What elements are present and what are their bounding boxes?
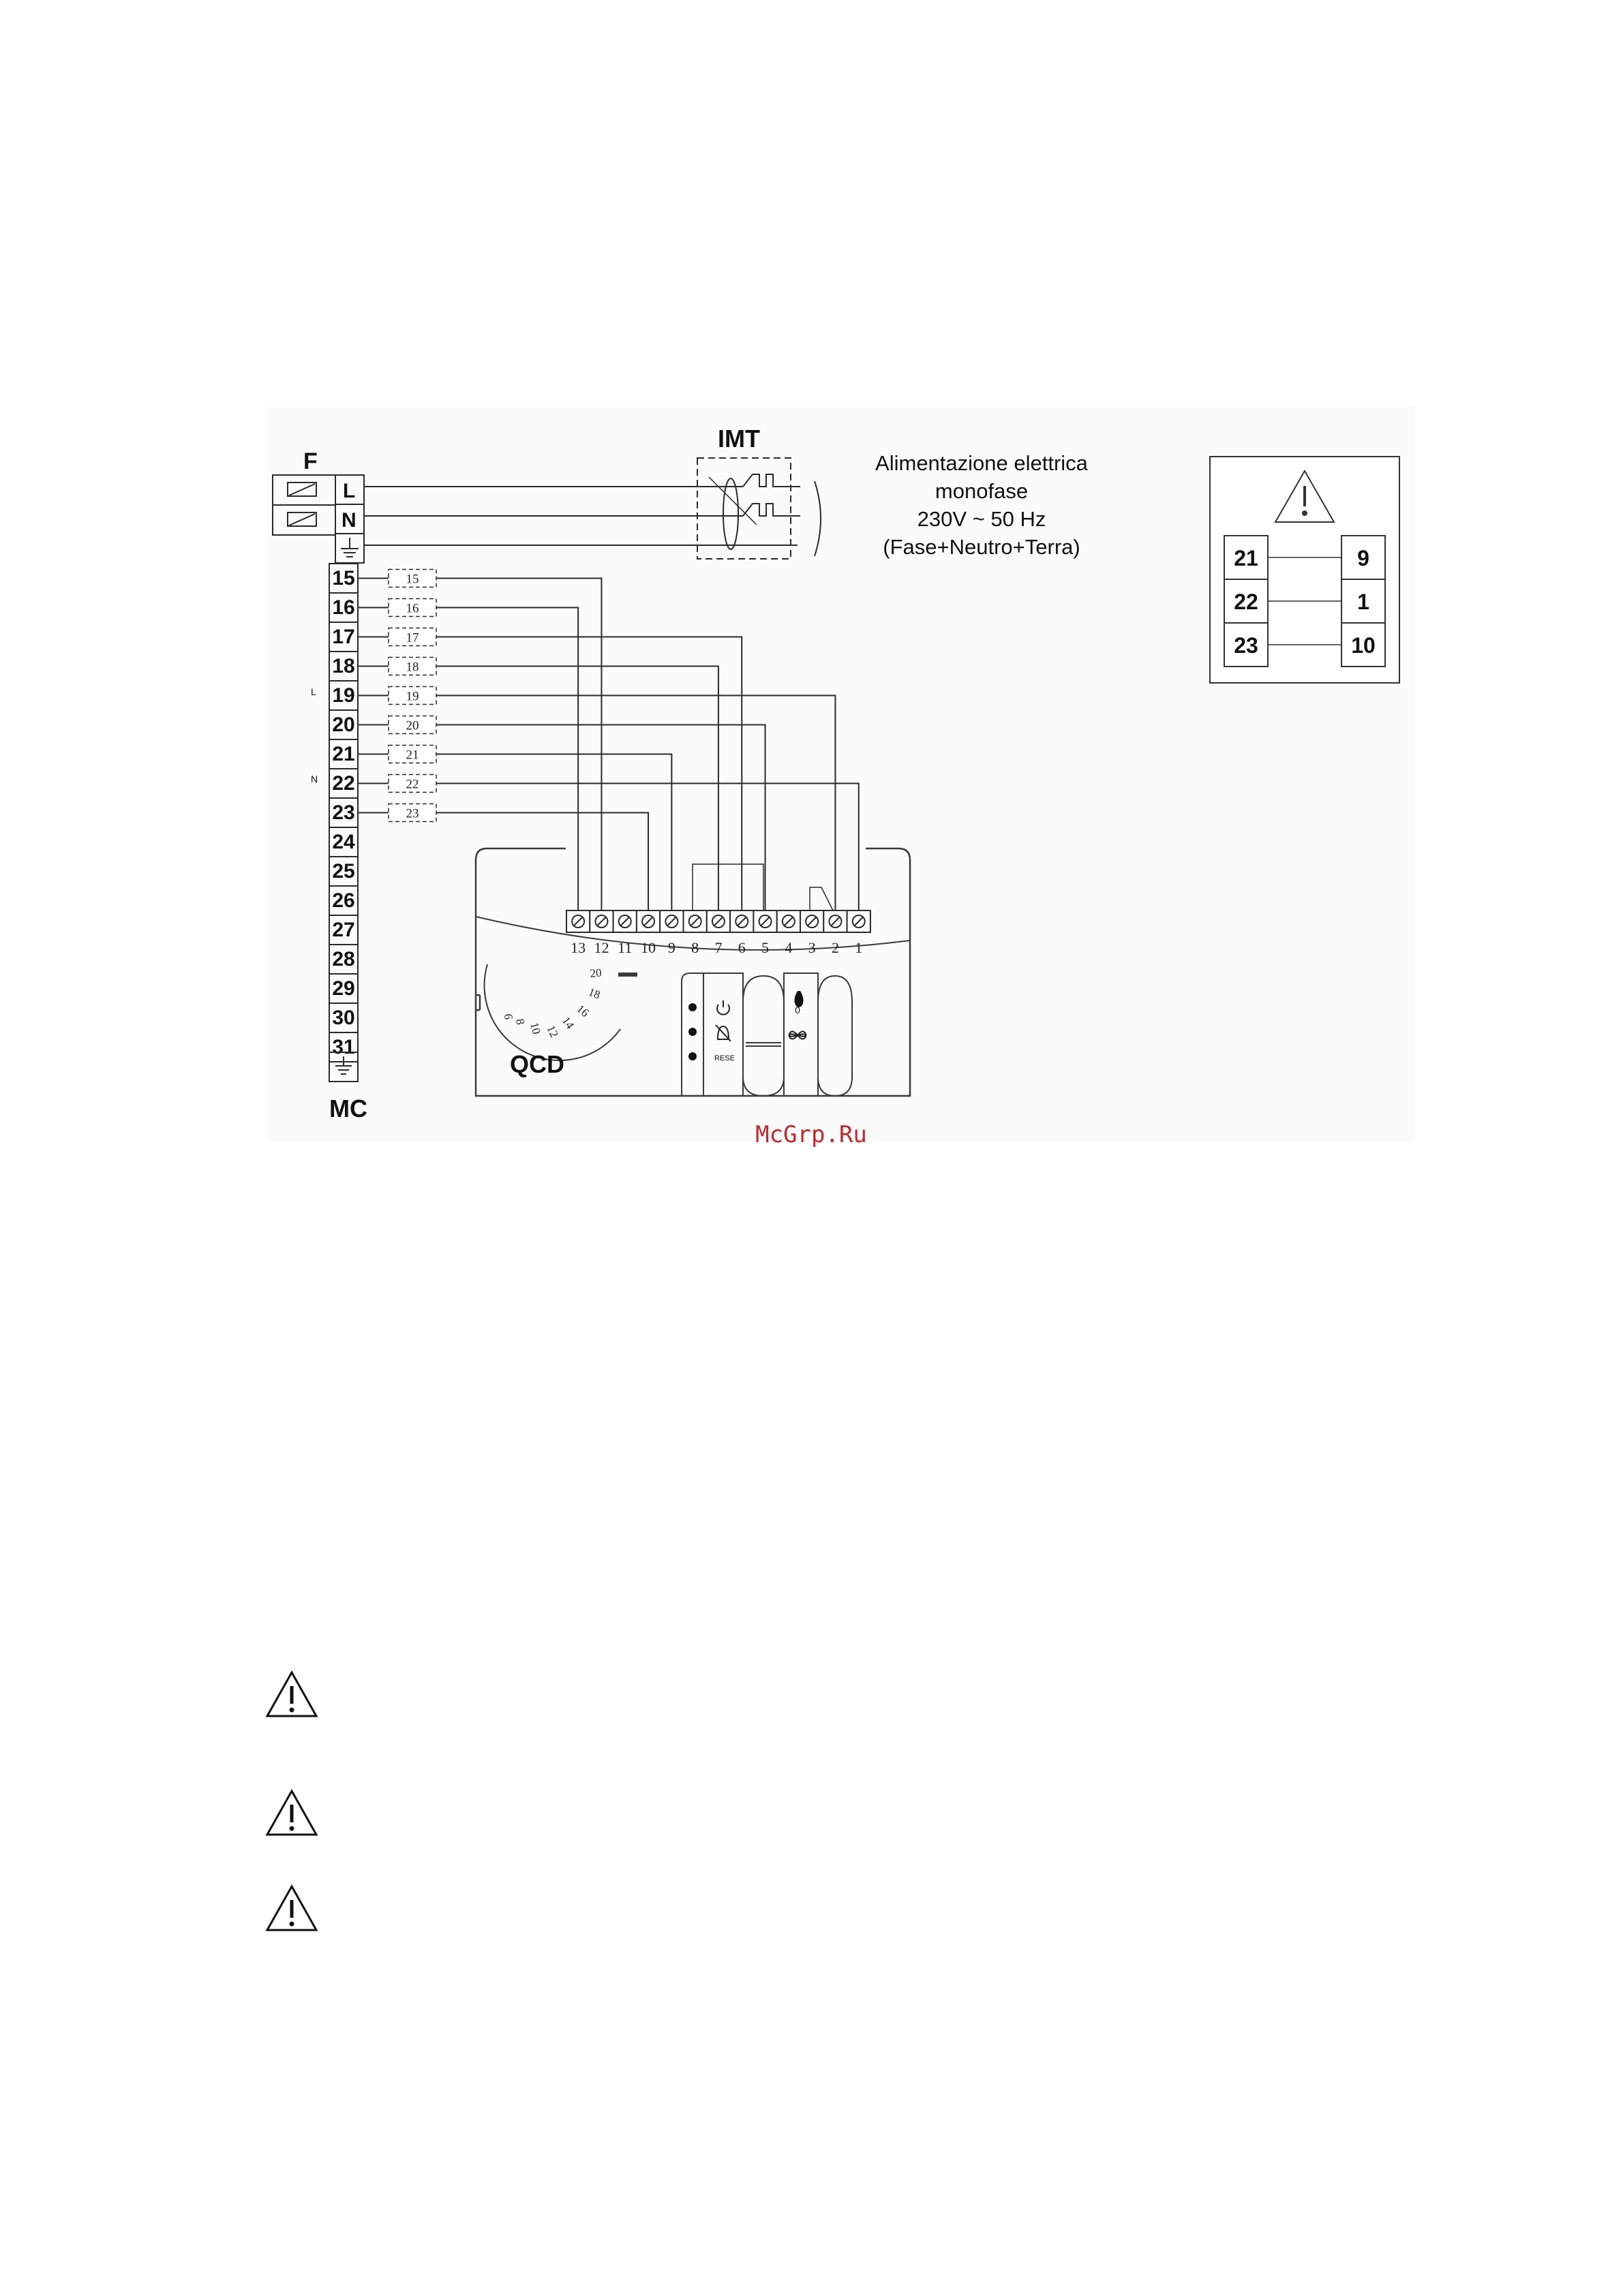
qcd-terminal-label: 1 (855, 939, 863, 956)
svg-text:8: 8 (513, 1017, 528, 1026)
wire-label: 19 (406, 689, 419, 704)
fan-icon (789, 1031, 806, 1039)
qcd-terminal-label: 2 (831, 939, 839, 956)
wire-22-to-1 (436, 784, 859, 911)
alarm-bell-icon (716, 1025, 731, 1041)
reset-label: RESE (714, 1054, 735, 1062)
qcd-terminal-strip (566, 910, 870, 956)
qcd-terminal-label: 8 (691, 939, 699, 956)
mark-l-19: L (311, 686, 316, 697)
svg-text:20: 20 (589, 966, 603, 980)
wire-19-to-2 (436, 696, 835, 911)
led-reset (688, 1052, 697, 1060)
terminal-n-label: N (342, 509, 357, 532)
jumper-table (1210, 457, 1399, 683)
terminal-l-label: L (343, 480, 356, 502)
supply-lines (364, 487, 798, 545)
warning-triangle-icon (264, 1884, 319, 1933)
wire-23-to-10 (436, 813, 648, 911)
mc-terminal-label: 17 (332, 626, 355, 648)
qcd-front-controls (682, 973, 852, 1096)
mc-terminal-label: 25 (332, 860, 355, 883)
switch-position-label: 0 (795, 1005, 800, 1015)
wire-21-to-9 (436, 754, 671, 911)
earth-icon (341, 538, 359, 557)
imt-label: IMT (718, 425, 760, 453)
wire-label: 18 (406, 660, 419, 675)
mc-terminal-label: 22 (332, 772, 355, 795)
svg-text:230V ~ 50 Hz: 230V ~ 50 Hz (917, 507, 1046, 531)
mc-terminal-label: 26 (332, 889, 355, 912)
jumper-to-1: 1 (1357, 590, 1369, 614)
qcd-terminal-label: 10 (641, 939, 656, 956)
wire-20-to-5 (436, 725, 765, 911)
wire-18-to-7 (436, 667, 718, 911)
wire-labels (358, 570, 436, 822)
mc-terminal-label: 18 (332, 655, 355, 677)
svg-text:10: 10 (528, 1021, 543, 1036)
power-icon (717, 1000, 729, 1015)
fuse-label: F (303, 448, 318, 474)
mark-n-22: N (311, 774, 318, 784)
wire-label: 20 (406, 718, 419, 733)
svg-text:6: 6 (502, 1013, 515, 1020)
svg-text:monofase: monofase (935, 479, 1029, 503)
mc-terminal-label: 16 (332, 596, 355, 619)
wire-label: 23 (406, 806, 419, 821)
warning-triangle-icon (264, 1788, 319, 1837)
mc-terminal-block (329, 564, 358, 1062)
mc-terminal-label: 21 (332, 743, 355, 765)
wire-15-to-12 (436, 579, 601, 911)
qcd-terminal-label: 3 (808, 939, 816, 956)
watermark: McGrp.Ru (755, 1121, 867, 1148)
wires (436, 579, 859, 911)
qcd-terminal-label: 9 (667, 939, 676, 956)
mc-terminal-label: 23 (332, 801, 355, 824)
mc-terminal-label: 30 (332, 1007, 355, 1029)
mc-terminal-label: 27 (332, 919, 355, 941)
qcd-terminal-label: 7 (714, 939, 723, 956)
jumper-from-21: 21 (1234, 546, 1258, 570)
mc-terminal-label: 15 (332, 567, 355, 590)
qcd-terminal-label: 5 (761, 939, 770, 956)
fuse-block (273, 475, 335, 535)
led-alarm (688, 1028, 697, 1036)
wire-label: 15 (406, 572, 419, 587)
svg-text:(Fase+Neutro+Terra): (Fase+Neutro+Terra) (883, 535, 1080, 559)
jumper-to-10: 10 (1351, 633, 1376, 658)
qcd-terminal-label: 13 (571, 939, 586, 956)
qcd-label: QCD (510, 1050, 564, 1078)
jumper-from-22: 22 (1234, 590, 1258, 614)
wire-label: 21 (406, 748, 419, 763)
svg-text:14: 14 (559, 1014, 577, 1032)
svg-text:18: 18 (586, 985, 603, 1002)
mc-terminal-label: 28 (332, 948, 355, 970)
mc-terminal-label: 29 (332, 977, 355, 1000)
svg-text:12: 12 (544, 1023, 561, 1040)
wire-label: 22 (406, 777, 419, 792)
wire-17-to-6 (436, 637, 742, 911)
mc-terminal-label: 24 (332, 831, 355, 853)
qcd-terminal-label: 12 (594, 939, 609, 956)
imt-switch (697, 458, 821, 559)
svg-text:Alimentazione elettrica: Alimentazione elettrica (875, 451, 1088, 475)
mc-label: MC (329, 1095, 367, 1122)
jumper-from-23: 23 (1234, 633, 1258, 658)
wire-label: 17 (406, 630, 419, 645)
mc-terminal-label: 31 (332, 1036, 355, 1058)
qcd-terminal-label: 4 (785, 939, 793, 956)
mc-terminal-label: 19 (332, 684, 355, 707)
svg-text:16: 16 (574, 1002, 592, 1020)
led-power (688, 1003, 697, 1011)
qcd-terminal-label: 11 (618, 939, 633, 956)
qcd-internal-jumpers (693, 864, 833, 910)
warning-triangle-icon (264, 1670, 319, 1719)
qcd-terminal-label: 6 (738, 939, 746, 956)
mc-terminal-label: 20 (332, 714, 355, 736)
wire-16-to-13 (436, 608, 578, 911)
jumper-to-9: 9 (1357, 546, 1369, 570)
dial-scale (502, 966, 602, 1040)
supply-description (875, 451, 1089, 559)
wire-label: 16 (406, 601, 419, 616)
